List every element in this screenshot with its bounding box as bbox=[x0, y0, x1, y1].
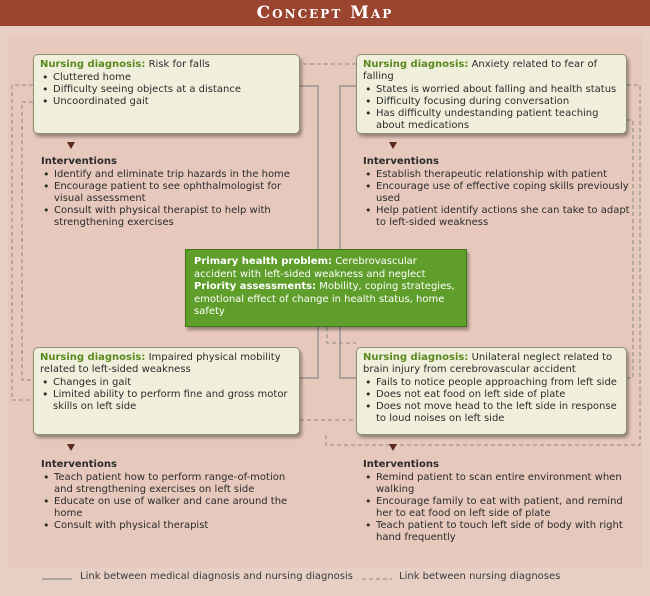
list-item: • Changes in gait bbox=[40, 377, 293, 389]
diagnosis-label: Nursing diagnosis: bbox=[363, 59, 469, 70]
interventions-heading: Interventions bbox=[363, 156, 439, 167]
list-item: • Has difficulty undestanding patient teaching about medications bbox=[363, 108, 620, 132]
list-item: • Identify and eliminate trip hazards in the home bbox=[41, 169, 301, 181]
list-item: • Help patient identify actions she can take to adapt to left-sided weakness bbox=[363, 205, 631, 229]
list-item: • Consult with physical therapist bbox=[41, 520, 303, 532]
interventions-heading: Interventions bbox=[41, 459, 117, 470]
interventions-heading: Interventions bbox=[41, 156, 117, 167]
list-item: • Difficulty seeing objects at a distance bbox=[40, 84, 293, 96]
problem-label: Primary health problem: bbox=[194, 256, 332, 267]
list-item: • Teach patient to touch left side of body with right hand frequently bbox=[363, 520, 631, 544]
diagnosis-label: Nursing diagnosis: bbox=[40, 352, 146, 363]
list-item: • Difficulty focusing during conversation bbox=[363, 96, 620, 108]
diagnosis-text: Risk for falls bbox=[148, 59, 210, 70]
diagnosis-text: Unilateral neglect related to brain injury from cerebrovascular accident bbox=[363, 352, 613, 375]
interventions-heading: Interventions bbox=[363, 459, 439, 470]
list-item: • Does not move head to the left side in response to loud noises on left side bbox=[363, 401, 620, 425]
list-item: • States is worried about falling and health status bbox=[363, 84, 620, 96]
list-item: • Consult with physical therapist to help with strengthening exercises bbox=[41, 205, 301, 229]
list-item: • Cluttered home bbox=[40, 72, 293, 84]
legend-solid-label: Link between medical diagnosis and nursing diagnosis bbox=[80, 571, 354, 582]
assessments-text: Mobility, coping strategies, emotional effect of change in health status, home safety bbox=[194, 281, 455, 317]
list-item: • Establish therapeutic relationship with patient bbox=[363, 169, 631, 181]
list-item: • Limited ability to perform fine and gross motor skills on left side bbox=[40, 389, 293, 413]
list-item: • Uncoordinated gait bbox=[40, 96, 293, 108]
legend-dashed-label: Link between nursing diagnoses bbox=[399, 571, 561, 582]
diagnosis-text: Impaired physical mobility related to left-sided weakness bbox=[40, 352, 281, 375]
list-item: • Teach patient how to perform range-of-motion and strengthening exercises on left side bbox=[41, 472, 303, 496]
concept-map-title: Concept Map bbox=[0, 0, 650, 26]
problem-text: Cerebrovascular accident with left-sided weakness and neglect bbox=[194, 256, 426, 280]
diagnosis-label: Nursing diagnosis: bbox=[363, 352, 469, 363]
list-item: • Encourage use of effective coping skills previously used bbox=[363, 181, 631, 205]
list-item: • Does not eat food on left side of plate bbox=[363, 389, 620, 401]
assessments-label: Priority assessments: bbox=[194, 281, 317, 292]
list-item: • Fails to notice people approaching from left side bbox=[363, 377, 620, 389]
list-item: • Remind patient to scan entire environment when walking bbox=[363, 472, 631, 496]
list-item: • Educate on use of walker and cane around the home bbox=[41, 496, 303, 520]
diagnosis-text: Anxiety related to fear of falling bbox=[363, 59, 598, 82]
diagnosis-label: Nursing diagnosis: bbox=[40, 59, 146, 70]
list-item: • Encourage patient to see ophthalmologist for visual assessment bbox=[41, 181, 301, 205]
list-item: • Encourage family to eat with patient, and remind her to eat food on left side of plate bbox=[363, 496, 631, 520]
